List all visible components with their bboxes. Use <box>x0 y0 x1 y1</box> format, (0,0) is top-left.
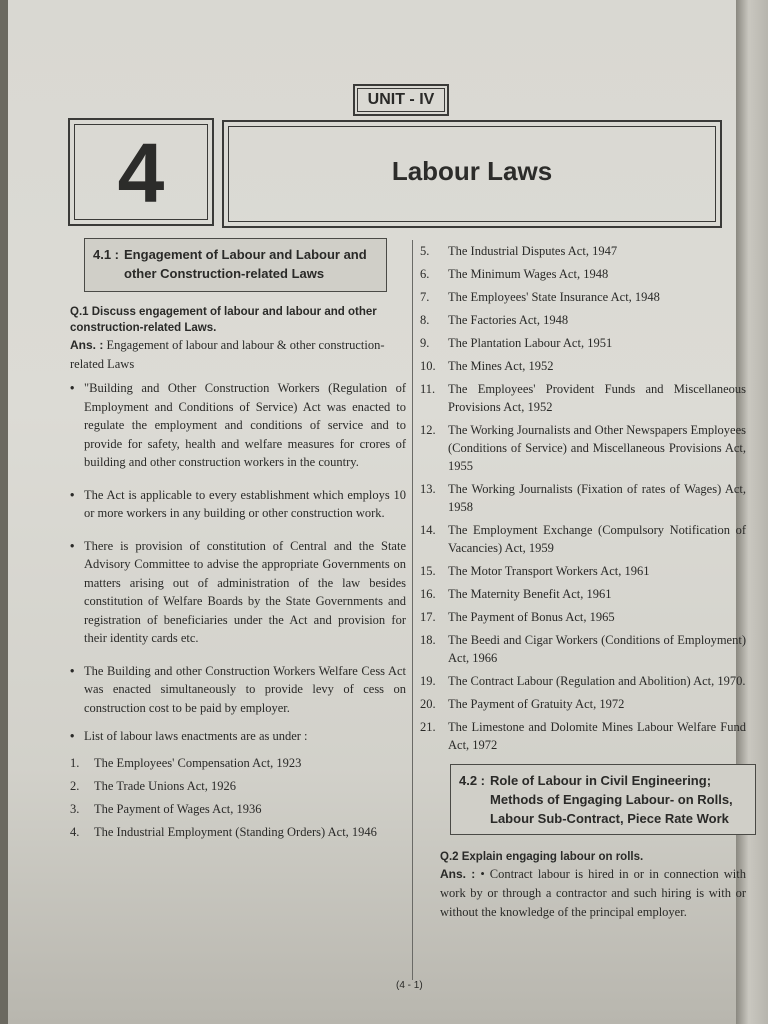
bullet-item: • There is provision of constitution of Central and the State Advisory Committee to advise the appropriate Governments on matters arising out of administration of the law besides constitution of Welfare Boards by the State Governments and registration of beneficiaries under the Act and provision for their identity cards etc. <box>70 538 406 645</box>
answer-text: Engagement of labour and labour & other construction-related Laws <box>70 338 385 371</box>
act-list-item: 13. The Working Journalists (Fixation of rates of Wages) Act, 1958 <box>420 482 746 514</box>
section-heading-4-2 <box>450 764 756 835</box>
act-list-item: 15. The Motor Transport Workers Act, 1961 <box>420 564 650 578</box>
section-title: Role of Labour in Civil Engineering; Methods of Engaging Labour- on Rolls, Labour Sub-Contract, Piece Rate Work <box>490 773 733 826</box>
answer-text: • Contract labour is hired in or in connection with work by or through a contractor and such hiring is with or without the knowledge of the principal employer. <box>440 867 747 919</box>
chapter-title-box <box>222 120 722 228</box>
column-divider <box>412 240 413 980</box>
act-list-item: 11. The Employees' Provident Funds and Miscellaneous Provisions Act, 1952 <box>420 382 746 414</box>
act-list-item: 17. The Payment of Bonus Act, 1965 <box>420 610 615 624</box>
bullet-item: • The Building and other Construction Workers Welfare Cess Act was enacted simultaneously to provide levy of cess on construction cost to be paid by employer. <box>70 663 406 715</box>
act-list-item: 19. The Contract Labour (Regulation and Abolition) Act, 1970. <box>420 674 746 688</box>
bullet-item: • List of labour laws enactments are as under : <box>70 729 308 743</box>
act-list-item: 20. The Payment of Gratuity Act, 1972 <box>420 697 625 711</box>
chapter-number-box <box>68 118 214 226</box>
section-title: Engagement of Labour and Labour and other Construction-related Laws <box>124 247 367 281</box>
left-column <box>70 238 406 842</box>
act-list-item: 8. The Factories Act, 1948 <box>420 313 569 327</box>
act-list-item: 5. The Industrial Disputes Act, 1947 <box>420 244 618 258</box>
question-1: Q.1 Discuss engagement of labour and labour and other construction-related Laws. <box>70 306 377 334</box>
answer-label: Ans. : <box>70 338 104 352</box>
bullet-item: • The Act is applicable to every establishment which employs 10 or more workers in any building or other construction work. <box>70 487 406 520</box>
act-list-item: 3. The Payment of Wages Act, 1936 <box>70 801 262 816</box>
act-list-item: 6. The Minimum Wages Act, 1948 <box>420 267 609 281</box>
page-gutter-shadow <box>0 0 8 1024</box>
act-list-item: 4. The Industrial Employment (Standing Orders) Act, 1946 <box>70 824 377 839</box>
question-2: Q.2 Explain engaging labour on rolls. <box>440 851 644 863</box>
act-list-item: 16. The Maternity Benefit Act, 1961 <box>420 587 612 601</box>
page-number: (4 - 1) <box>396 980 423 991</box>
act-list-item: 10. The Mines Act, 1952 <box>420 359 554 373</box>
act-list-item: 14. The Employment Exchange (Compulsory Notification of Vacancies) Act, 1959 <box>420 523 746 555</box>
answer-2 <box>440 865 746 922</box>
answer-1 <box>70 336 406 374</box>
section-number: 4.2 : <box>459 773 486 788</box>
act-list-item: 18. The Beedi and Cigar Workers (Conditions of Employment) Act, 1966 <box>420 633 746 665</box>
answer-label: Ans. : <box>440 867 476 881</box>
act-list-item: 12. The Working Journalists and Other Newspapers Employees (Conditions of Service) and Miscellaneous Provisions Act, 1955 <box>420 423 747 473</box>
chapter-number: 4 <box>117 126 165 220</box>
act-list-item: 7. The Employees' State Insurance Act, 1948 <box>420 290 660 304</box>
section-heading-4-1 <box>84 238 387 292</box>
section-number: 4.1 : <box>93 247 120 262</box>
act-list-item: 1. The Employees' Compensation Act, 1923 <box>70 755 302 770</box>
bullet-item: • "Building and Other Construction Workers (Regulation of Employment and Conditions of Service) Act was enacted to regulate the employment and conditions of service and to provide for safety, health and welfare measures for crores of building and other construction workers in the country. <box>70 381 406 469</box>
act-list-item: 9. The Plantation Labour Act, 1951 <box>420 336 613 350</box>
right-column <box>420 242 746 922</box>
act-list-item: 2. The Trade Unions Act, 1926 <box>70 778 237 793</box>
chapter-title: Labour Laws <box>391 156 553 186</box>
unit-label: UNIT - IV <box>353 84 449 116</box>
act-list-item: 21. The Limestone and Dolomite Mines Labour Welfare Fund Act, 1972 <box>420 720 746 752</box>
